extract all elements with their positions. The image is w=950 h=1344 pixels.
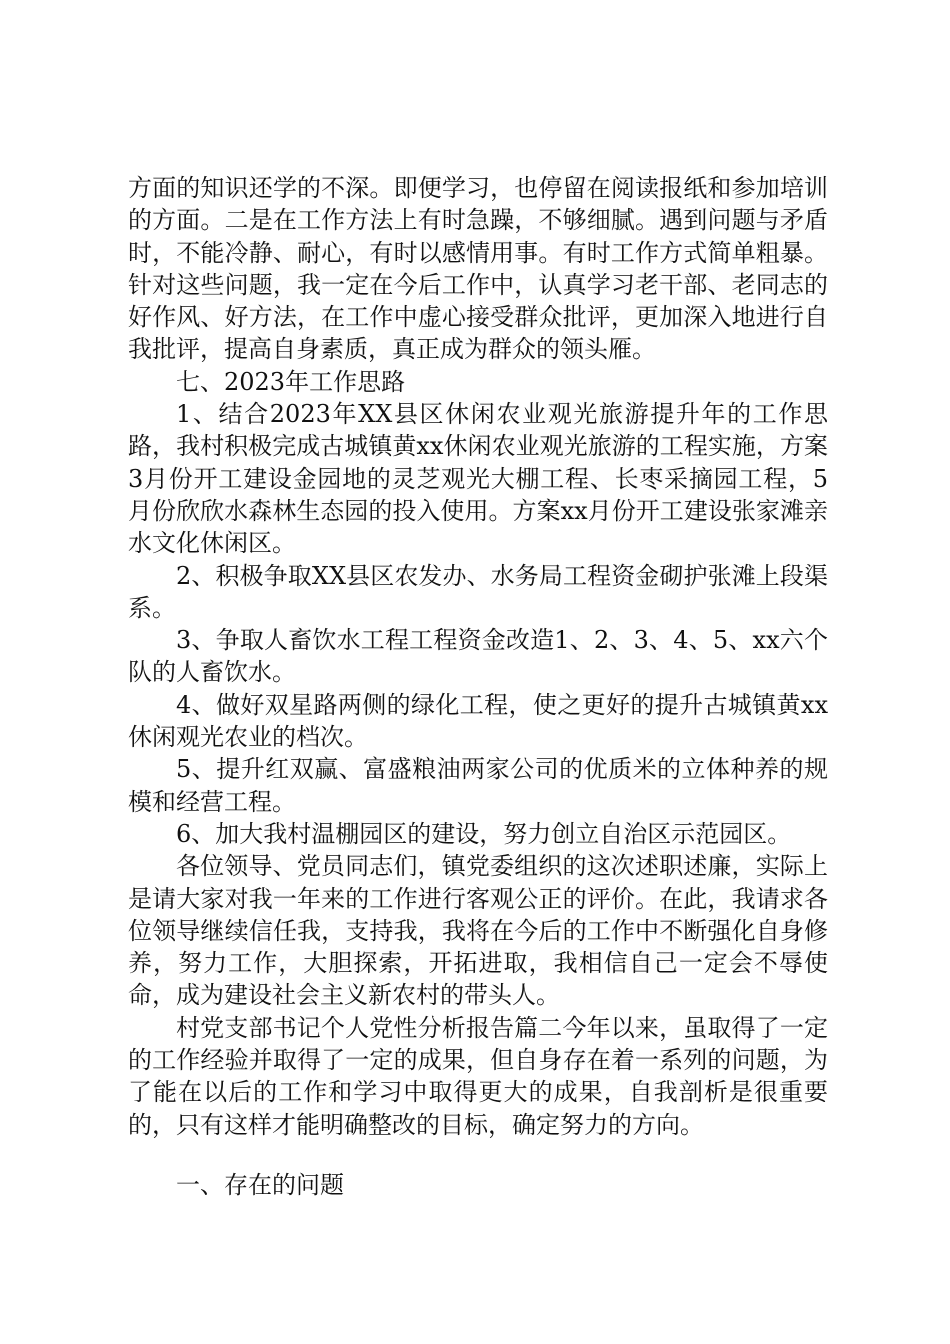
plan-item-6: 6、加大我村温棚园区的建设，努力创立自治区示范园区。 <box>176 819 792 848</box>
plan-item-3: 3、争取人畜饮水工程工程资金改造1、2、3、4、5、xx六个队的人畜饮水。 <box>128 626 828 687</box>
section-heading-problems: 一、存在的问题 <box>176 1170 344 1199</box>
report-intro-paragraph: 村党支部书记个人党性分析报告篇二今年以来，虽取得了一定的工作经验并取得了一定的成果，但自身存在着一系列的问题，为了能在以后的工作和学习中取得更大的成果，自我剖析是很重要的，只有这样才能明确整改的目标，确定努力的方向。 <box>128 1013 828 1139</box>
section-heading-work-plan: 七、2023年工作思路 <box>176 367 406 396</box>
plan-item-5: 5、提升红双赢、富盛粮油两家公司的优质米的立体种养的规模和经营工程。 <box>128 755 828 816</box>
paragraph-continuation: 方面的知识还学的不深。即便学习，也停留在阅读报纸和参加培训的方面。二是在工作方法上有时急躁，不够细腻。遇到问题与矛盾时，不能冷静、耐心，有时以感情用事。有时工作方式简单粗暴。针对这些问题，我一定在今后工作中，认真学习老干部、老同志的好作风、好方法，在工作中虚心接受群众批评，更加深入地进行自我批评，提高自身素质，真正成为群众的领头雁。 <box>128 174 828 364</box>
closing-paragraph: 各位领导、党员同志们，镇党委组织的这次述职述廉，实际上是请大家对我一年来的工作进行客观公正的评价。在此，我请求各位领导继续信任我，支持我，我将在今后的工作中不断强化自身修养，努力工作，大胆探索，开拓进取，我相信自己一定会不辱使命，成为建设社会主义新农村的带头人。 <box>128 852 828 1010</box>
plan-item-1: 1、结合2023年XX县区休闲农业观光旅游提升年的工作思路，我村积极完成古城镇黄xx休闲农业观光旅游的工程实施，方案3月份开工建设金园地的灵芝观光大棚工程、长枣采摘园工程，5月份欣欣水森林生态园的投入使用。方案xx月份开工建设张家滩亲水文化休闲区。 <box>128 400 828 558</box>
plan-item-4: 4、做好双星路两侧的绿化工程，使之更好的提升古城镇黄xx休闲观光农业的档次。 <box>128 690 828 752</box>
document-body <box>128 172 828 1201</box>
plan-item-2: 2、积极争取XX县区农发办、水务局工程资金砌护张滩上段渠系。 <box>128 561 828 622</box>
